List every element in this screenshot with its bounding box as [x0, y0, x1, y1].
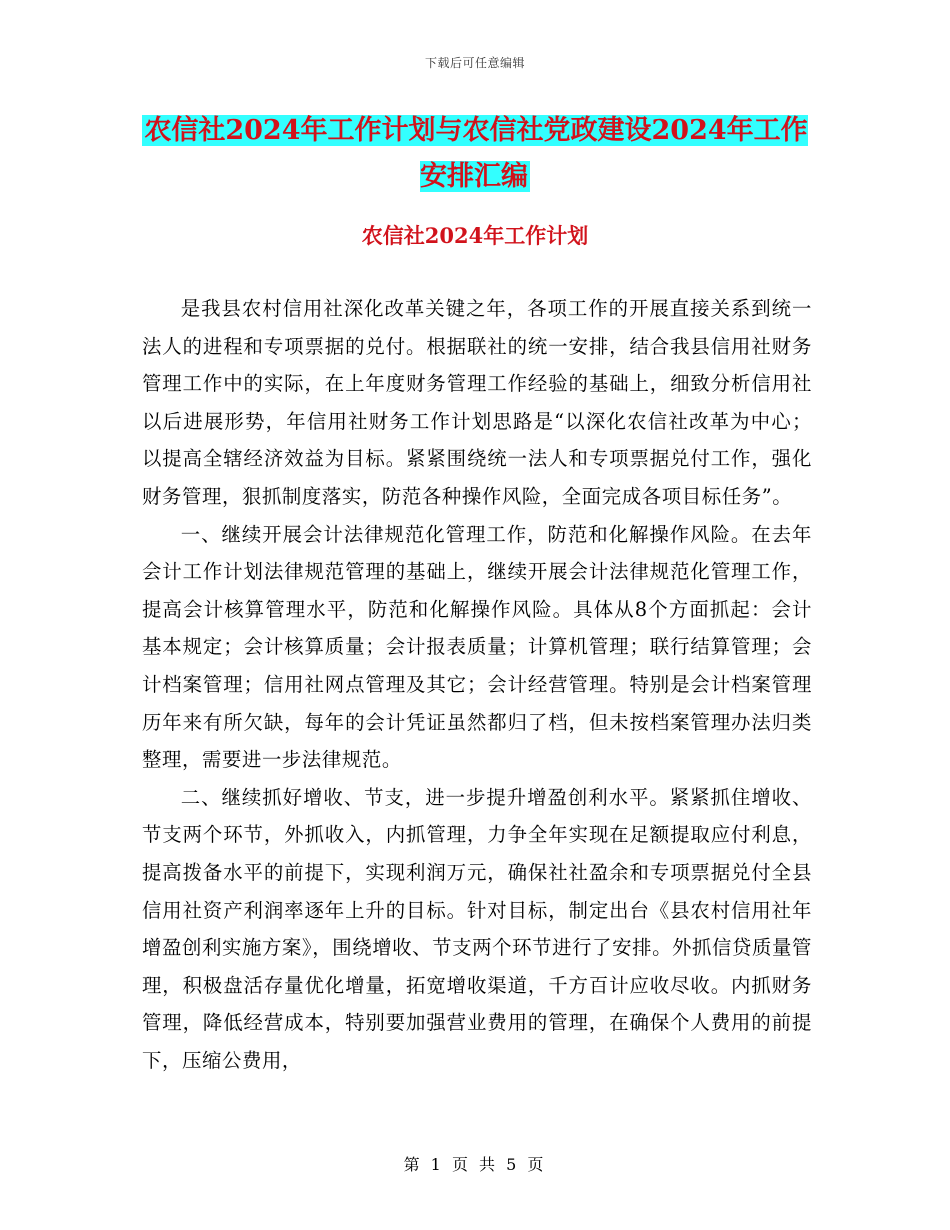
document-title: [140, 108, 810, 200]
body-paragraph: 一、继续开展会计法律规范化管理工作，防范和化解操作风险。在去年会计工作计划法律规范管理的基础上，继续开展会计法律规范化管理工作，提高会计核算管理水平，防范和化解操作风险。具体从8个方面抓起：会计基本规定；会计核算质量；会计报表质量；计算机管理；联行结算管理；会计档案管理；信用社网点管理及其它；会计经营管理。特别是会计档案管理历年来有所欠缺，每年的会计凭证虽然都归了档，但未按档案管理办法归类整理，需要进一步法律规范。: [142, 522, 812, 772]
body-paragraph: 二、继续抓好增收、节支，进一步提升增盈创利水平。紧紧抓住增收、节支两个环节，外抓收入，内抓管理，力争全年实现在足额提取应付利息，提高拨备水平的前提下，实现利润万元，确保社社盈余和专项票据兑付全县信用社资产利润率逐年上升的目标。针对目标，制定出台《县农村信用社年增盈创利实施方案》，围绕增收、节支两个环节进行了安排。外抓信贷质量管理，积极盘活存量优化增量，拓宽增收渠道，千方百计应收尽收。内抓财务管理，降低经营成本，特别要加强营业费用的管理，在确保个人费用的前提下，压缩公费用，: [142, 785, 812, 1072]
document-body: [142, 290, 812, 1079]
body-paragraph: 是我县农村信用社深化改革关键之年，各项工作的开展直接关系到统一法人的进程和专项票据的兑付。根据联社的统一安排，结合我县信用社财务管理工作中的实际，在上年度财务管理工作经验的基础上，细致分析信用社以后进展形势，年信用社财务工作计划思路是“以深化农信社改革为中心；以提高全辖经济效益为目标。紧紧围绕统一法人和专项票据兑付工作，强化财务管理，狠抓制度落实，防范各种操作风险，全面完成各项目标任务”。: [142, 297, 812, 508]
section-title: 农信社2024年工作计划: [361, 223, 589, 248]
header-note: 下载后可任意编辑: [424, 56, 525, 70]
document-title-text: 农信社2024年工作计划与农信社党政建设2024年工作安排汇编: [144, 115, 808, 192]
page-number: 第 1 页 共 5 页: [403, 1155, 547, 1174]
